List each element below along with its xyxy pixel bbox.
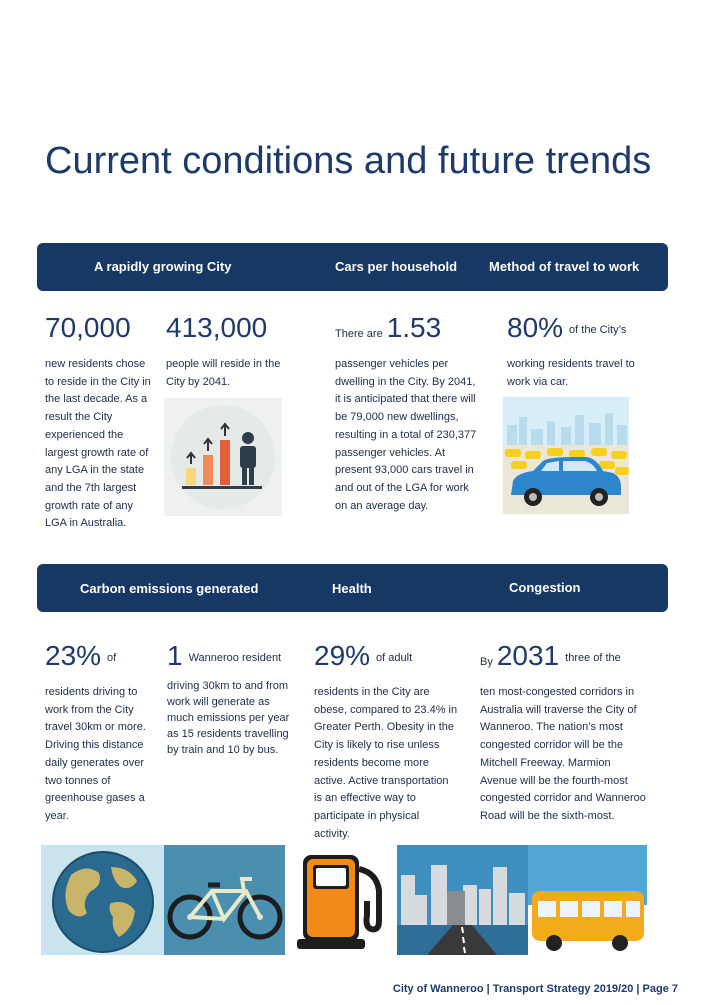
- page-footer: City of Wanneroo | Transport Strategy 2019/20 | Page 7: [392, 983, 678, 995]
- city-road-illustration: [397, 845, 528, 955]
- bicycle-illustration: [164, 845, 285, 955]
- stat-congestion-text: ten most-congested corridors in Australia will traverse the City of Wanneroo. The nation’s most congested corridor will be the Mitchell Freeway. Marmion Avenue will be the fourth-most congested corridor and Wanneroo Road will be the sixth-most.: [480, 686, 646, 822]
- header-health: Health: [332, 581, 372, 596]
- stat-obesity-text: residents in the City are obese, compared to 23.4% in Greater Perth. Obesity in the City is likely to rise unless residents become more active. Active transportation is an effective way to participate in physical activity.: [314, 686, 458, 840]
- stat-obesity-figure: 29% of adult: [314, 640, 413, 671]
- stat-travel-car-figure: 80% of the City’s: [507, 312, 627, 343]
- globe-illustration: [41, 845, 164, 955]
- stat-resident-text: driving 30km to and from work will generate as much emissions per year as 15 residents travelling by train and 10 by bus.: [167, 680, 290, 756]
- stat-new-residents-text: new residents chose to reside in the City in the last decade. As a result the City experienced the largest growth rate of any LGA in the state and the 7th largest growth rate of any LGA in Australia.: [45, 358, 151, 530]
- stat-travel-car-text: working residents travel to work via car.: [507, 358, 635, 388]
- stat-congestion-figure: By 2031 three of the: [480, 640, 621, 671]
- bus-illustration: [528, 845, 647, 955]
- stat-population-text: people will reside in the City by 2041.: [166, 358, 281, 388]
- header-congestion: Congestion: [509, 580, 581, 595]
- header-method-of-travel: Method of travel to work: [489, 259, 640, 274]
- stat-resident-figure: 1 Wanneroo resident: [167, 640, 282, 671]
- stat-commute-text: residents driving to work from the City travel 30km or more. Driving this distance daily generates over two tonnes of greenhouse gases a year.: [45, 686, 146, 822]
- stat-population-figure: 413,000: [166, 312, 268, 343]
- stat-new-residents-figure: 70,000: [45, 312, 131, 343]
- stat-cars-figure: There are 1.53: [335, 312, 442, 343]
- traffic-car-illustration: [503, 397, 629, 514]
- stat-cars-text: passenger vehicles per dwelling in the City. By 2041, it is anticipated that there will be 79,000 new dwellings, resulting in a total of 230,377 passenger vehicles. At present 93,000 cars travel in and out of the LGA for work on an average day.: [335, 358, 477, 512]
- header-growing-city: A rapidly growing City: [94, 259, 232, 274]
- header-carbon-emissions: Carbon emissions generated: [80, 581, 259, 596]
- header-cars-per-household: Cars per household: [335, 259, 458, 274]
- fuel-pump-illustration: [285, 845, 397, 955]
- stat-commute-figure: 23% of: [45, 640, 117, 671]
- growth-chart-illustration: [164, 398, 282, 516]
- page-title: Current conditions and future trends: [45, 140, 652, 182]
